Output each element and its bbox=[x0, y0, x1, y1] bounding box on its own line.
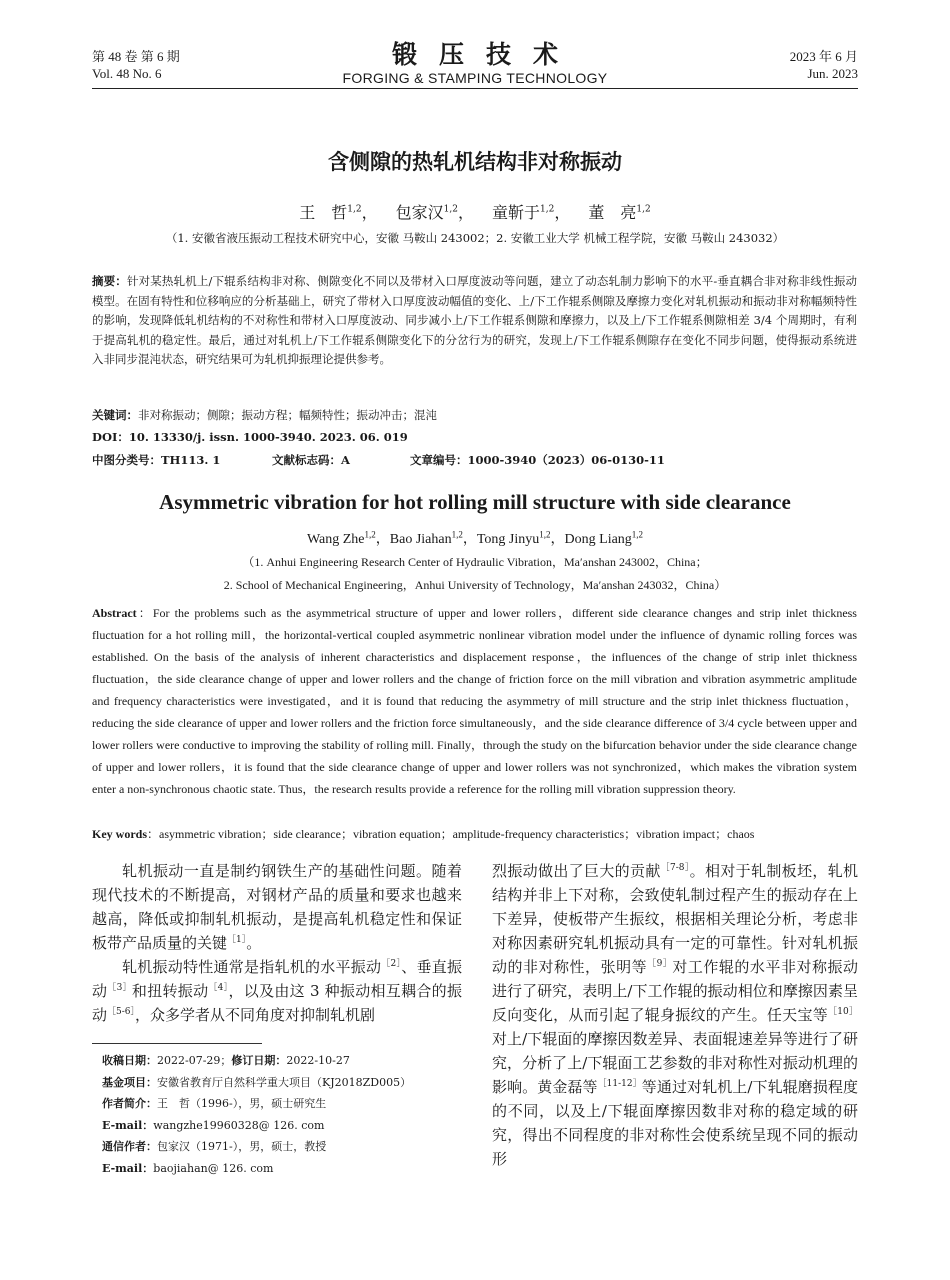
keywords-en-text: asymmetric vibration；side clearance；vibration equation；amplitude-frequency characteristics；vibration impact；chaos bbox=[159, 827, 755, 841]
footnote-author: 作者简介：王 哲（1996-），男，硕士研究生 bbox=[102, 1097, 327, 1110]
abstract-cn bbox=[92, 272, 857, 370]
paper-title-en: Asymmetric vibration for hot rolling mill structure with side clearance bbox=[159, 490, 791, 514]
citation: ［5-6］ bbox=[107, 1007, 136, 1017]
author-affil-mark: 1,2 bbox=[451, 529, 463, 540]
author-name: 王 哲 bbox=[299, 203, 348, 222]
abstract-en: Abstract：For the problems such as the asymmetrical structure of upper and lower rollers，different side clearance changes and strip inlet thickness fluctuation for a hot rolling mill，the horizontal-vertical coupled asymmetric nonlinear vibration model under the influence of dynamic rolling forces was established. On the basis of the analysis of inherent characteristics and displacement response，the influences of the change of strip inlet thickness fluctuation，the side clearance change of upper and lower rollers and the change of friction force on the mill vibration and vibration asymmetric amplitude and frequency characteristics were investigated，and it is found that reducing the asymmetry of mill structure and the strip inlet thickness fluctuation，reducing the side clearance of upper and lower rollers and the friction force simultaneously，and the side clearance difference of 3/4 cycle between upper and lower rollers were conductive to improving the stability of rolling mill. Finally，through the study on the bifurcation behavior under the side clearance change of upper and lower rollers，it is found that the side clearance change of upper and lower rollers was not synchronized，which makes the vibration system enter a non-synchronous chaotic state. Thus，the research results provide a reference for the rolling mill vibration suppression theory. bbox=[92, 606, 857, 796]
paper-title-cn: 含侧隙的热轧机结构非对称振动 bbox=[328, 150, 622, 174]
author-affil-mark: 1,2 bbox=[443, 204, 458, 215]
citation: ［2］ bbox=[381, 959, 402, 969]
keywords-cn bbox=[92, 406, 857, 426]
article-no-label: 文章编号： bbox=[410, 453, 468, 467]
abstract-cn-label: 摘要： bbox=[92, 274, 127, 288]
abstract-en-label: Abstract bbox=[92, 606, 137, 620]
author-name-en: Tong Jinyu bbox=[476, 532, 540, 547]
author-name: 董 亮 bbox=[588, 203, 637, 222]
classification-row bbox=[92, 452, 857, 468]
author-name: 包家汉 bbox=[395, 203, 444, 222]
citation: ［1］ bbox=[227, 935, 247, 945]
author-affil-mark: 1,2 bbox=[364, 529, 376, 540]
clc-label: 中图分类号： bbox=[92, 453, 161, 467]
footnote-corresponding: 通信作者：包家汉（1971-），男，硕士，教授 bbox=[102, 1140, 327, 1153]
citation: ［10］ bbox=[828, 1007, 858, 1017]
footnote-email-2: E-mail：baojiahan@ 126. com bbox=[102, 1161, 274, 1175]
date-en: Jun. 2023 bbox=[807, 66, 858, 81]
header-rule bbox=[92, 88, 858, 89]
citation: ［4］ bbox=[208, 983, 229, 993]
author-name-en: Bao Jiahan bbox=[389, 532, 452, 547]
abstract-en-text: For the problems such as the asymmetrical structure of upper and lower rollers，different side clearance changes and strip inlet thickness fluctuation for a hot rolling mill，the horizontal-vertical coupled asymmetric nonlinear vibration model under the influence of dynamic rolling forces was established. On the basis of the analysis of inherent characteristics and displacement response，the influences of the change of strip inlet thickness fluctuation，the side clearance change of upper and lower rollers and the change of friction force on the mill vibration and vibration asymmetric amplitude and frequency characteristics were investigated，and it is found that reducing the asymmetry of mill structure and the strip inlet thickness fluctuation，reducing the side clearance of upper and lower rollers and the friction force simultaneously，and the side clearance difference of 3/4 cycle between upper and lower rollers were conductive to improving the stability of rolling mill. Finally，through the study on the bifurcation behavior under the side clearance change of upper and lower rollers，it is found that the side clearance change of upper and lower rollers was not synchronized，which makes the vibration system enter a non-synchronous chaotic state. Thus，the research results provide a reference for the rolling mill vibration suppression theory. bbox=[92, 606, 857, 796]
author-name-en: Wang Zhe bbox=[306, 532, 365, 547]
author-affil-mark: 1,2 bbox=[347, 204, 362, 215]
doi-value: 10. 13330/j. issn. 1000-3940. 2023. 06. 019 bbox=[128, 430, 408, 444]
volume-cn: 第 48 卷 第 6 期 bbox=[92, 49, 180, 64]
author-affil-mark: 1,2 bbox=[636, 204, 651, 215]
affiliation-cn: （1. 安徽省液压振动工程技术研究中心，安徽 马鞍山 243002；2. 安徽工业大学 机械工程学院，安徽 马鞍山 243032） bbox=[165, 231, 785, 245]
keywords-cn-label: 关键词： bbox=[92, 408, 138, 422]
article-no-value: 1000-3940（2023）06-0130-11 bbox=[467, 453, 665, 467]
footnote bbox=[102, 1050, 462, 1179]
keywords-en: Key words：asymmetric vibration；side clearance；vibration equation；amplitude-frequency characteristics；vibration impact；chaos bbox=[92, 827, 755, 841]
citation: ［3］ bbox=[107, 983, 132, 993]
doi-label: DOI： bbox=[92, 430, 129, 444]
volume-en: Vol. 48 No. 6 bbox=[92, 66, 162, 81]
footnote-fund: 基金项目：安徽省教育厅自然科学重大项目（KJ2018ZD005） bbox=[102, 1075, 412, 1089]
footnote-email-1: E-mail：wangzhe19960328@ 126. com bbox=[102, 1118, 325, 1132]
footnote-rule bbox=[92, 1043, 262, 1044]
author-name: 童靳于 bbox=[492, 203, 541, 222]
keywords-cn-text: 非对称振动；侧隙；振动方程；幅频特性；振动冲击；混沌 bbox=[138, 408, 437, 422]
author-affil-mark: 1,2 bbox=[540, 204, 555, 215]
body-column-left bbox=[92, 859, 462, 1027]
doc-code-label: 文献标志码： bbox=[272, 453, 341, 467]
citation: ［11-12］ bbox=[597, 1079, 642, 1089]
affiliation-en-1: （1. Anhui Engineering Research Center of Hydraulic Vibration，Ma′anshan 243002，China； bbox=[242, 555, 708, 569]
body-paragraph: 烈振动做出了巨大的贡献$^{[7-8]}$。相对于轧制板坯，轧机结构并非上下对称，会致使轧制过程产生的振动存在上下差异，使板带产生振纹，根据相关理论分析，考虑非对称因素研究轧机振动具有一定的可靠性。针对轧机振动的非对称性，张明等$^{[9]}$对工作辊的水平非对称振动进行了研究，表明上/下工作辊的振动相位和摩擦因素呈反向变化，从而引起了辊身振纹的产生。任天宝等$^{[10]}$对上/下辊面的摩擦因数差异、表面辊速差异等进行了研究，分析了上/下辊面工艺参数的非对称性对振动机理的影响。黄金磊等$^{[11-12]}$等通过对轧机上/下轧辊磨损程度的不同，以及上/下辊面摩擦因数非对称的稳定域的研究，得出不同程度的非对称性会使系统呈现不同的振动形 bbox=[492, 862, 858, 1168]
citation: ［7-8］ bbox=[660, 863, 690, 873]
doc-code-value: A bbox=[341, 453, 350, 467]
running-header-left bbox=[92, 48, 180, 82]
journal-title-cn: 锻压技术 bbox=[391, 40, 580, 69]
citation: ［9］ bbox=[647, 959, 673, 969]
abstract-cn-text: 针对某热轧机上/下辊系结构非对称、侧隙变化不同以及带材入口厚度波动等问题，建立了动态轧制力影响下的水平-垂直耦合非对称非线性振动模型。在固有特性和位移响应的分析基础上，研究了带材入口厚度波动幅值的变化、上/下工作辊系侧隙及摩擦力变化对轧机振动和振动非对称幅频特性的影响，发现降低轧机结构的不对称性和带材入口厚度波动、同步减小上/下工作辊系侧隙和摩擦力，以及上/下工作辊系侧隙相差 3/4 个周期时，有利于提高轧机的稳定性。最后，通过对轧机上/下工作辊系侧隙变化下的分岔行为的研究，发现上/下工作辊系侧隙存在变化不同步问题，使得振动系统进入非同步混沌状态，研究结果可为轧机抑振理论提供参考。 bbox=[92, 274, 857, 366]
doi-line bbox=[92, 429, 857, 445]
body-paragraph: 轧机振动一直是制约钢铁生产的基础性问题。随着现代技术的不断提高，对钢材产品的质量和要求也越来越高，降低或抑制轧机振动，是提高轧机稳定性和保证板带产品质量的关键$^{[1]}$。 bbox=[92, 862, 462, 952]
keywords-en-label: Key words bbox=[92, 827, 147, 841]
author-list-en: Wang Zhe$^{1,2}$，Bao Jiahan$^{1,2}$，Tong Jinyu$^{1,2}$，Dong Liang$^{1,2}$ bbox=[306, 529, 644, 547]
affiliation-en-2: 2. School of Mechanical Engineering，Anhui University of Technology，Ma′anshan 243032，China） bbox=[223, 578, 727, 592]
author-name-en: Dong Liang bbox=[564, 532, 632, 547]
footnote-dates: 收稿日期：2022-07-29；修订日期：2022-10-27 bbox=[102, 1054, 350, 1067]
author-affil-mark: 1,2 bbox=[631, 529, 644, 540]
date-cn: 2023 年 6 月 bbox=[789, 49, 858, 64]
journal-title-en: FORGING & STAMPING TECHNOLOGY bbox=[342, 70, 608, 86]
body-column-right bbox=[492, 859, 858, 1171]
clc-value: TH113. 1 bbox=[161, 453, 221, 467]
author-affil-mark: 1,2 bbox=[539, 529, 551, 540]
body-paragraph: 轧机振动特性通常是指轧机的水平振动$^{[2]}$、垂直振动$^{[3]}$和扭转振动$^{[4]}$，以及由这 3 种振动相互耦合的振动$^{[5-6]}$，众多学者从不同角度对抑制轧机剧 bbox=[92, 958, 462, 1024]
running-header-right bbox=[790, 48, 858, 82]
author-list-cn: 王 哲$^{1,2}$， 包家汉$^{1,2}$， 童靳于$^{1,2}$， 董 亮$^{1,2}$ bbox=[299, 203, 651, 222]
journal-masthead bbox=[300, 40, 650, 86]
